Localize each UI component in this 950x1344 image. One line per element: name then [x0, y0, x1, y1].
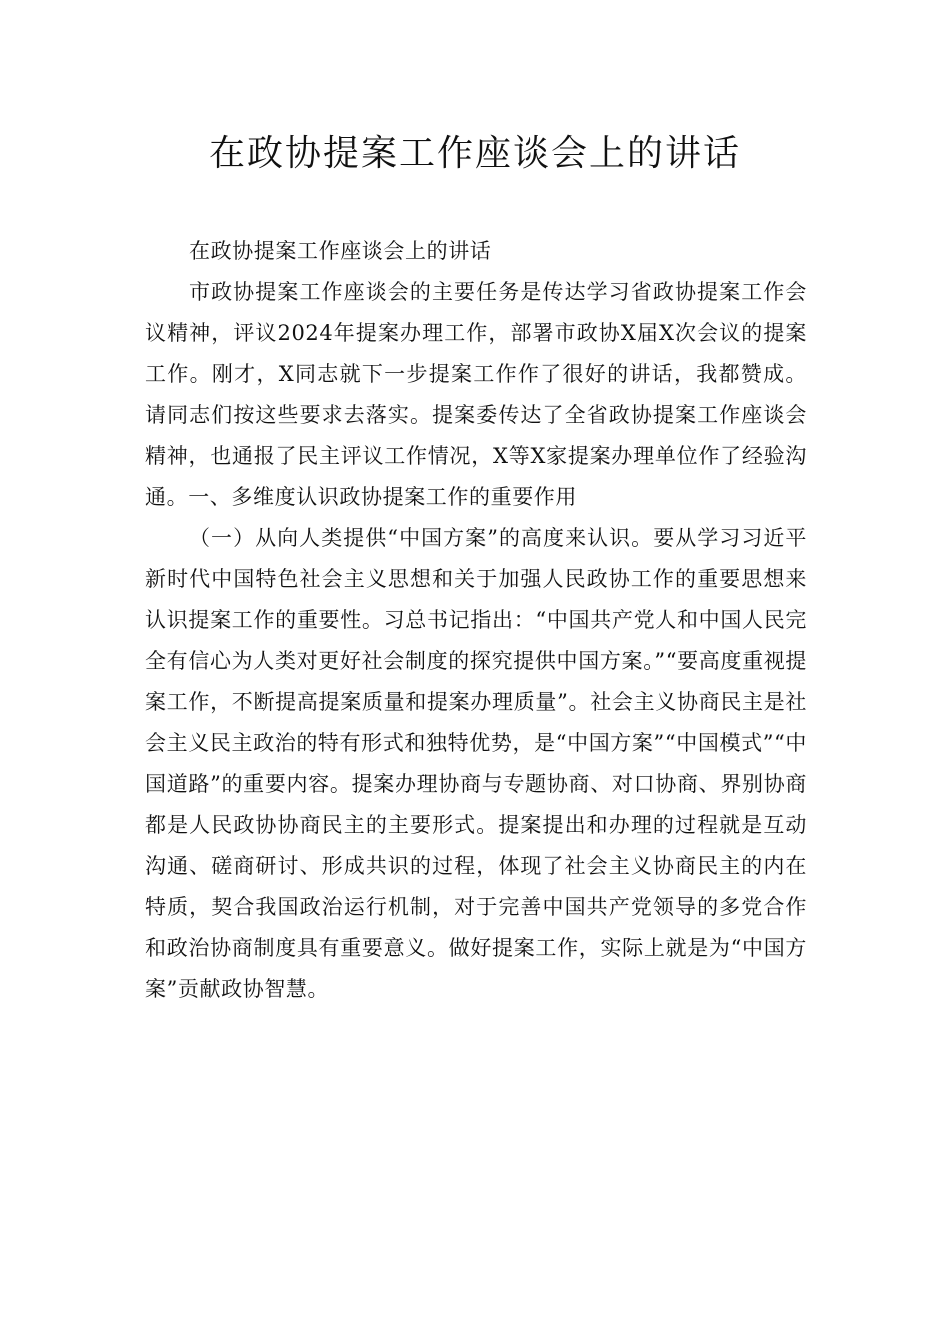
paragraph-subtitle: 在政协提案工作座谈会上的讲话 — [189, 239, 492, 263]
paragraph-intro: 市政协提案工作座谈会的主要任务是传达学习省政协提案工作会议精神，评议2024年提案办理工作，部署市政协X届X次会议的提案工作。刚才，X同志就下一步提案工作作了很好的讲话，我都赞成。请同志们按这些要求去落实。提案委传达了全省政协提案工作座谈会精神，也通报了民主评议工作情况，X等X家提案办理单位作了经验沟通。一、多维度认识政协提案工作的重要作用 — [145, 280, 807, 509]
paragraph-section-one: （一）从向人类提供“中国方案”的高度来认识。要从学习习近平新时代中国特色社会主义思想和关于加强人民政协工作的重要思想来认识提案工作的重要性。习总书记指出：“中国共产党人和中国人民完全有信心为人类对更好社会制度的探究提供中国方案。”“要高度重视提案工作，不断提高提案质量和提案办理质量”。社会主义协商民主是社会主义民主政治的特有形式和独特优势，是“中国方案”“中国模式”“中国道路”的重要内容。提案办理协商与专题协商、对口协商、界别协商都是人民政协协商民主的主要形式。提案提出和办理的过程就是互动沟通、磋商研讨、形成共识的过程，体现了社会主义协商民主的内在特质，契合我国政治运行机制，对于完善中国共产党领导的多党合作和政治协商制度具有重要意义。做好提案工作，实际上就是为“中国方案”贡献政协智慧。 — [145, 526, 807, 1001]
document-body — [145, 231, 807, 1010]
document-title: 在政协提案工作座谈会上的讲话 — [208, 133, 741, 174]
